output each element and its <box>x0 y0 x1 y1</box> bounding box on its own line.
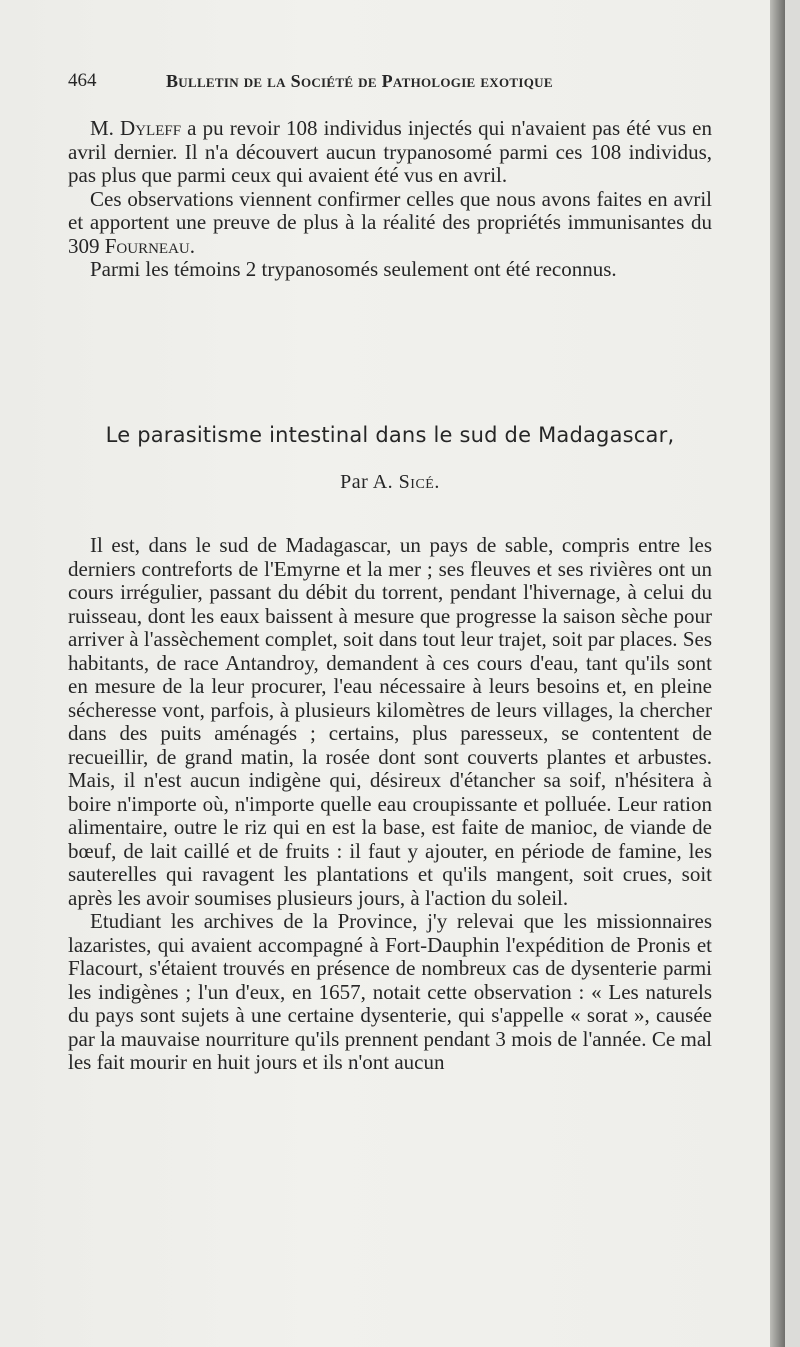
previous-article-ending <box>68 117 712 282</box>
paragraph: Il est, dans le sud de Madagascar, un pays de sable, compris entre les derniers contreforts de l'Emyrne et la mer ; ses fleuves et ses rivières ont un cours irrégulier, passant du débit du torrent, pendant l'hivernage, à celui du ruisseau, dont les eaux baissent à mesure que progresse la saison sèche pour arriver à l'assèchement complet, soit dans tout leur trajet, soit par places. Ses habitants, de race Antandroy, demandent à ces cours d'eau, tant qu'ils sont en mesure de la leur procurer, l'eau nécessaire à leurs besoins et, en pleine sécheresse vont, parfois, à plusieurs kilomètres de leurs villages, la chercher dans des puits aménagés ; certains, plus paresseux, se contentent de recueillir, de grand matin, la rosée dont sont couverts plantes et arbustes. Mais, il n'est aucun indigène qui, désireux d'étancher sa soif, n'hésitera à boire n'importe où, n'importe quelle eau croupissante et polluée. Leur ration alimentaire, outre le riz qui en est la base, est faite de manioc, de viande de bœuf, de lait caillé et de fruits : il faut y ajouter, en période de famine, les sauterelles qui ravagent les plantations et qu'ils mangent, soit crues, soit après les avoir soumises plusieurs jours, à l'action du soleil. <box>68 533 712 910</box>
paragraph-text: . <box>189 233 196 258</box>
byline-suffix: . <box>434 471 440 493</box>
paragraph <box>68 117 712 188</box>
byline-prefix: Par A. <box>340 471 399 493</box>
page-number: 464 <box>68 70 97 91</box>
paragraph <box>68 258 712 282</box>
compound-name: Fourneau <box>104 233 190 258</box>
paragraph: Etudiant les archives de la Province, j'y relevai que les missionnaires lazaristes, qui avaient accompagné à Fort-Dauphin l'expédition de Pronis et Flacourt, s'étaient trouvés en présence de nombreux cas de dysenterie parmi les indigènes ; l'un d'eux, en 1657, notait cette observation : « Les naturels du pays sont sujets à une certaine dysenterie, qui s'appelle « sorat », causée par la mauvaise nourriture qu'ils prennent pendant 3 mois de l'année. Ce mal les fait mourir en huit jours et ils n'ont aucun <box>68 909 712 1074</box>
article-title: Le parasitisme intestinal dans le sud de Madagascar, <box>105 423 675 447</box>
book-spine-shadow <box>770 0 785 1347</box>
running-head <box>68 66 718 96</box>
paragraph <box>68 188 712 259</box>
author-name: M. Dyleff <box>90 116 182 140</box>
paragraph-text: Ces observations viennent confirmer celles que nous avons faites en avril et apportent une preuve de plus à la réalité des propriétés immunisantes du 309 <box>68 186 712 258</box>
paragraph-text: Parmi les témoins 2 trypanosomés seulement ont été reconnus. <box>90 257 617 281</box>
paragraph-text: a pu revoir 108 individus injectés qui n'avaient pas été vus en avril dernier. Il n'a découvert aucun trypanosomé parmi ces 108 individus, pas plus que parmi ceux qui avaient été vus en avril. <box>68 116 712 187</box>
byline-author: Sicé <box>398 471 435 493</box>
article-body <box>68 534 712 1075</box>
journal-title: Bulletin de la Société de Pathologie exotique <box>166 71 553 91</box>
article-byline <box>68 468 712 496</box>
